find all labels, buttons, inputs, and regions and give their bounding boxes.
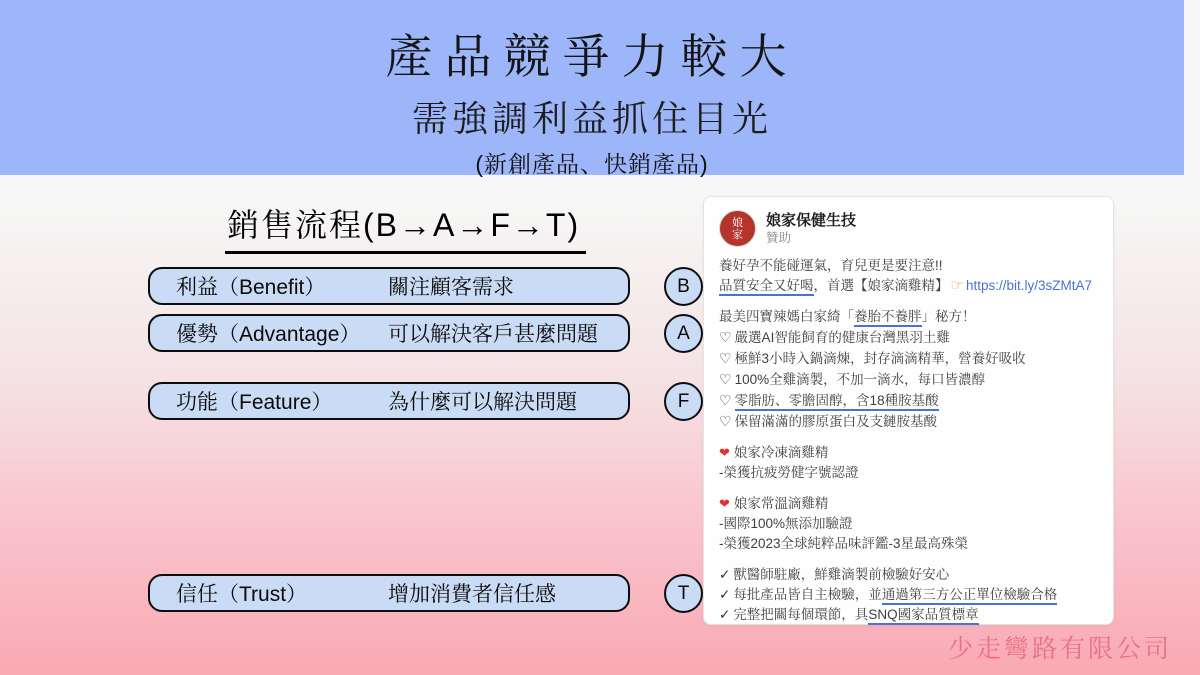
badge-t: T [664, 574, 703, 613]
flow-box-desc: 為什麼可以解決問題 [388, 391, 577, 414]
avatar-char-bottom: 家 [732, 228, 743, 241]
heart-outline-icon: ♡ [719, 371, 732, 387]
spacer [719, 483, 1098, 494]
heart-outline-icon: ♡ [719, 329, 732, 345]
feature-text: 極鮮3小時入鍋滴煉，封存滴滴精華，營養好吸收 [734, 351, 1026, 366]
feature-line [719, 327, 1098, 348]
check-icon: ✓ [719, 587, 731, 602]
intro-text: 養好孕不能碰運氣，育兒更是要注意!! [719, 258, 943, 273]
page-subtitle: 需強調利益抓住目光 [411, 98, 772, 139]
check-line-3 [719, 605, 1098, 625]
company-watermark: 少走彎路有限公司 [947, 635, 1172, 663]
spacer [719, 296, 1098, 307]
avatar-char-top: 娘 [732, 216, 743, 229]
feature-text: 100%全雞滴製，不加一滴水，每口皆濃醇 [734, 372, 986, 387]
flow-heading: 銷售流程(B→A→F→T) [225, 200, 586, 254]
post-link[interactable]: https://bit.ly/3sZMtA7 [965, 278, 1092, 293]
intro-rest: ，首選【娘家滴雞精】 [813, 278, 949, 293]
facebook-post-card [703, 196, 1114, 625]
flow-box-benefit [148, 267, 630, 305]
check1-text: 獸醫師駐廠，鮮雞滴製前檢驗好安心 [733, 567, 950, 582]
flow-box-trust [148, 574, 630, 612]
page-note: (新創產品、快銷產品) [475, 151, 709, 177]
headline-pre: 最美四寶辣媽白家綺「 [719, 309, 854, 324]
heart-outline-icon: ♡ [719, 413, 732, 429]
sponsored-label: 贊助 [766, 230, 792, 245]
check3-pre-text: 完整把關每個環節，具 [733, 607, 869, 622]
warm-product-sub2 [719, 534, 1098, 554]
feature-text: 保留滿滿的膠原蛋白及支鏈胺基酸 [734, 414, 938, 429]
header-banner [0, 0, 1184, 175]
page-title: 產品競爭力較大 [385, 30, 799, 83]
flow-box-label: 功能（Feature） [176, 391, 333, 414]
warm-sub1-text: -國際100%無添加驗證 [719, 516, 853, 531]
red-heart-icon: ❤ [719, 496, 730, 511]
page-name: 娘家保健生技 [766, 211, 857, 229]
spacer [719, 432, 1098, 443]
flow-box-feature [148, 382, 630, 420]
post-header [719, 210, 1098, 247]
cold-product-title [719, 443, 1098, 463]
warm-product-title [719, 494, 1098, 514]
flow-box-desc: 可以解決客戶甚麼問題 [388, 323, 598, 346]
cold-sub-text: -榮獲抗疲勞健字號認證 [719, 465, 859, 480]
flow-box-advantage [148, 314, 630, 352]
check2-underlined: 通過第三方公正單位檢驗合格 [882, 587, 1058, 605]
badge-b: B [664, 267, 703, 306]
heart-outline-icon: ♡ [719, 350, 732, 366]
check-icon: ✓ [719, 607, 731, 622]
post-headline [719, 307, 1098, 327]
check3-underlined: SNQ國家品質標章 [868, 607, 978, 625]
post-intro-line2 [719, 276, 1098, 296]
pointer-icon: ☞ [950, 277, 964, 294]
warm-product-sub1 [719, 514, 1098, 534]
post-intro-line1 [719, 256, 1098, 276]
warm-sub2-text: -榮獲2023全球純粹品味評鑑-3星最高殊榮 [719, 536, 969, 551]
flow-box-desc: 關注顧客需求 [388, 276, 514, 299]
headline-underlined: 養胎不養胖 [854, 309, 922, 327]
feature-text-underlined: 零脂肪、零膽固醇，含18種胺基酸 [735, 393, 939, 411]
cold-title-text: 娘家冷凍滴雞精 [733, 445, 829, 460]
flow-box-label: 利益（Benefit） [176, 276, 326, 299]
check-line-2 [719, 585, 1098, 605]
check2-pre-text: 每批產品皆自主檢驗，並 [733, 587, 882, 602]
check-icon: ✓ [719, 567, 731, 582]
intro-underlined: 品質安全又好喝 [719, 278, 814, 296]
flow-box-desc: 增加消費者信任感 [388, 583, 556, 606]
headline-post: 」秘方！ [921, 309, 976, 324]
flow-box-label: 優勢（Advantage） [176, 323, 361, 346]
red-heart-icon: ❤ [719, 445, 730, 460]
check-line-1 [719, 565, 1098, 585]
badge-f: F [664, 382, 703, 421]
spacer [719, 554, 1098, 565]
feature-text: 嚴選AI智能飼育的健康台灣黑羽土雞 [734, 330, 950, 345]
feature-line [719, 369, 1098, 390]
feature-line [719, 411, 1098, 432]
page-avatar [719, 210, 756, 247]
page-identity [766, 212, 856, 246]
heart-outline-icon: ♡ [719, 392, 732, 408]
cold-product-sub [719, 463, 1098, 483]
feature-line [719, 390, 1098, 411]
badge-a: A [664, 314, 703, 353]
feature-line [719, 348, 1098, 369]
flow-box-label: 信任（Trust） [176, 583, 308, 606]
warm-title-text: 娘家常溫滴雞精 [733, 496, 829, 511]
